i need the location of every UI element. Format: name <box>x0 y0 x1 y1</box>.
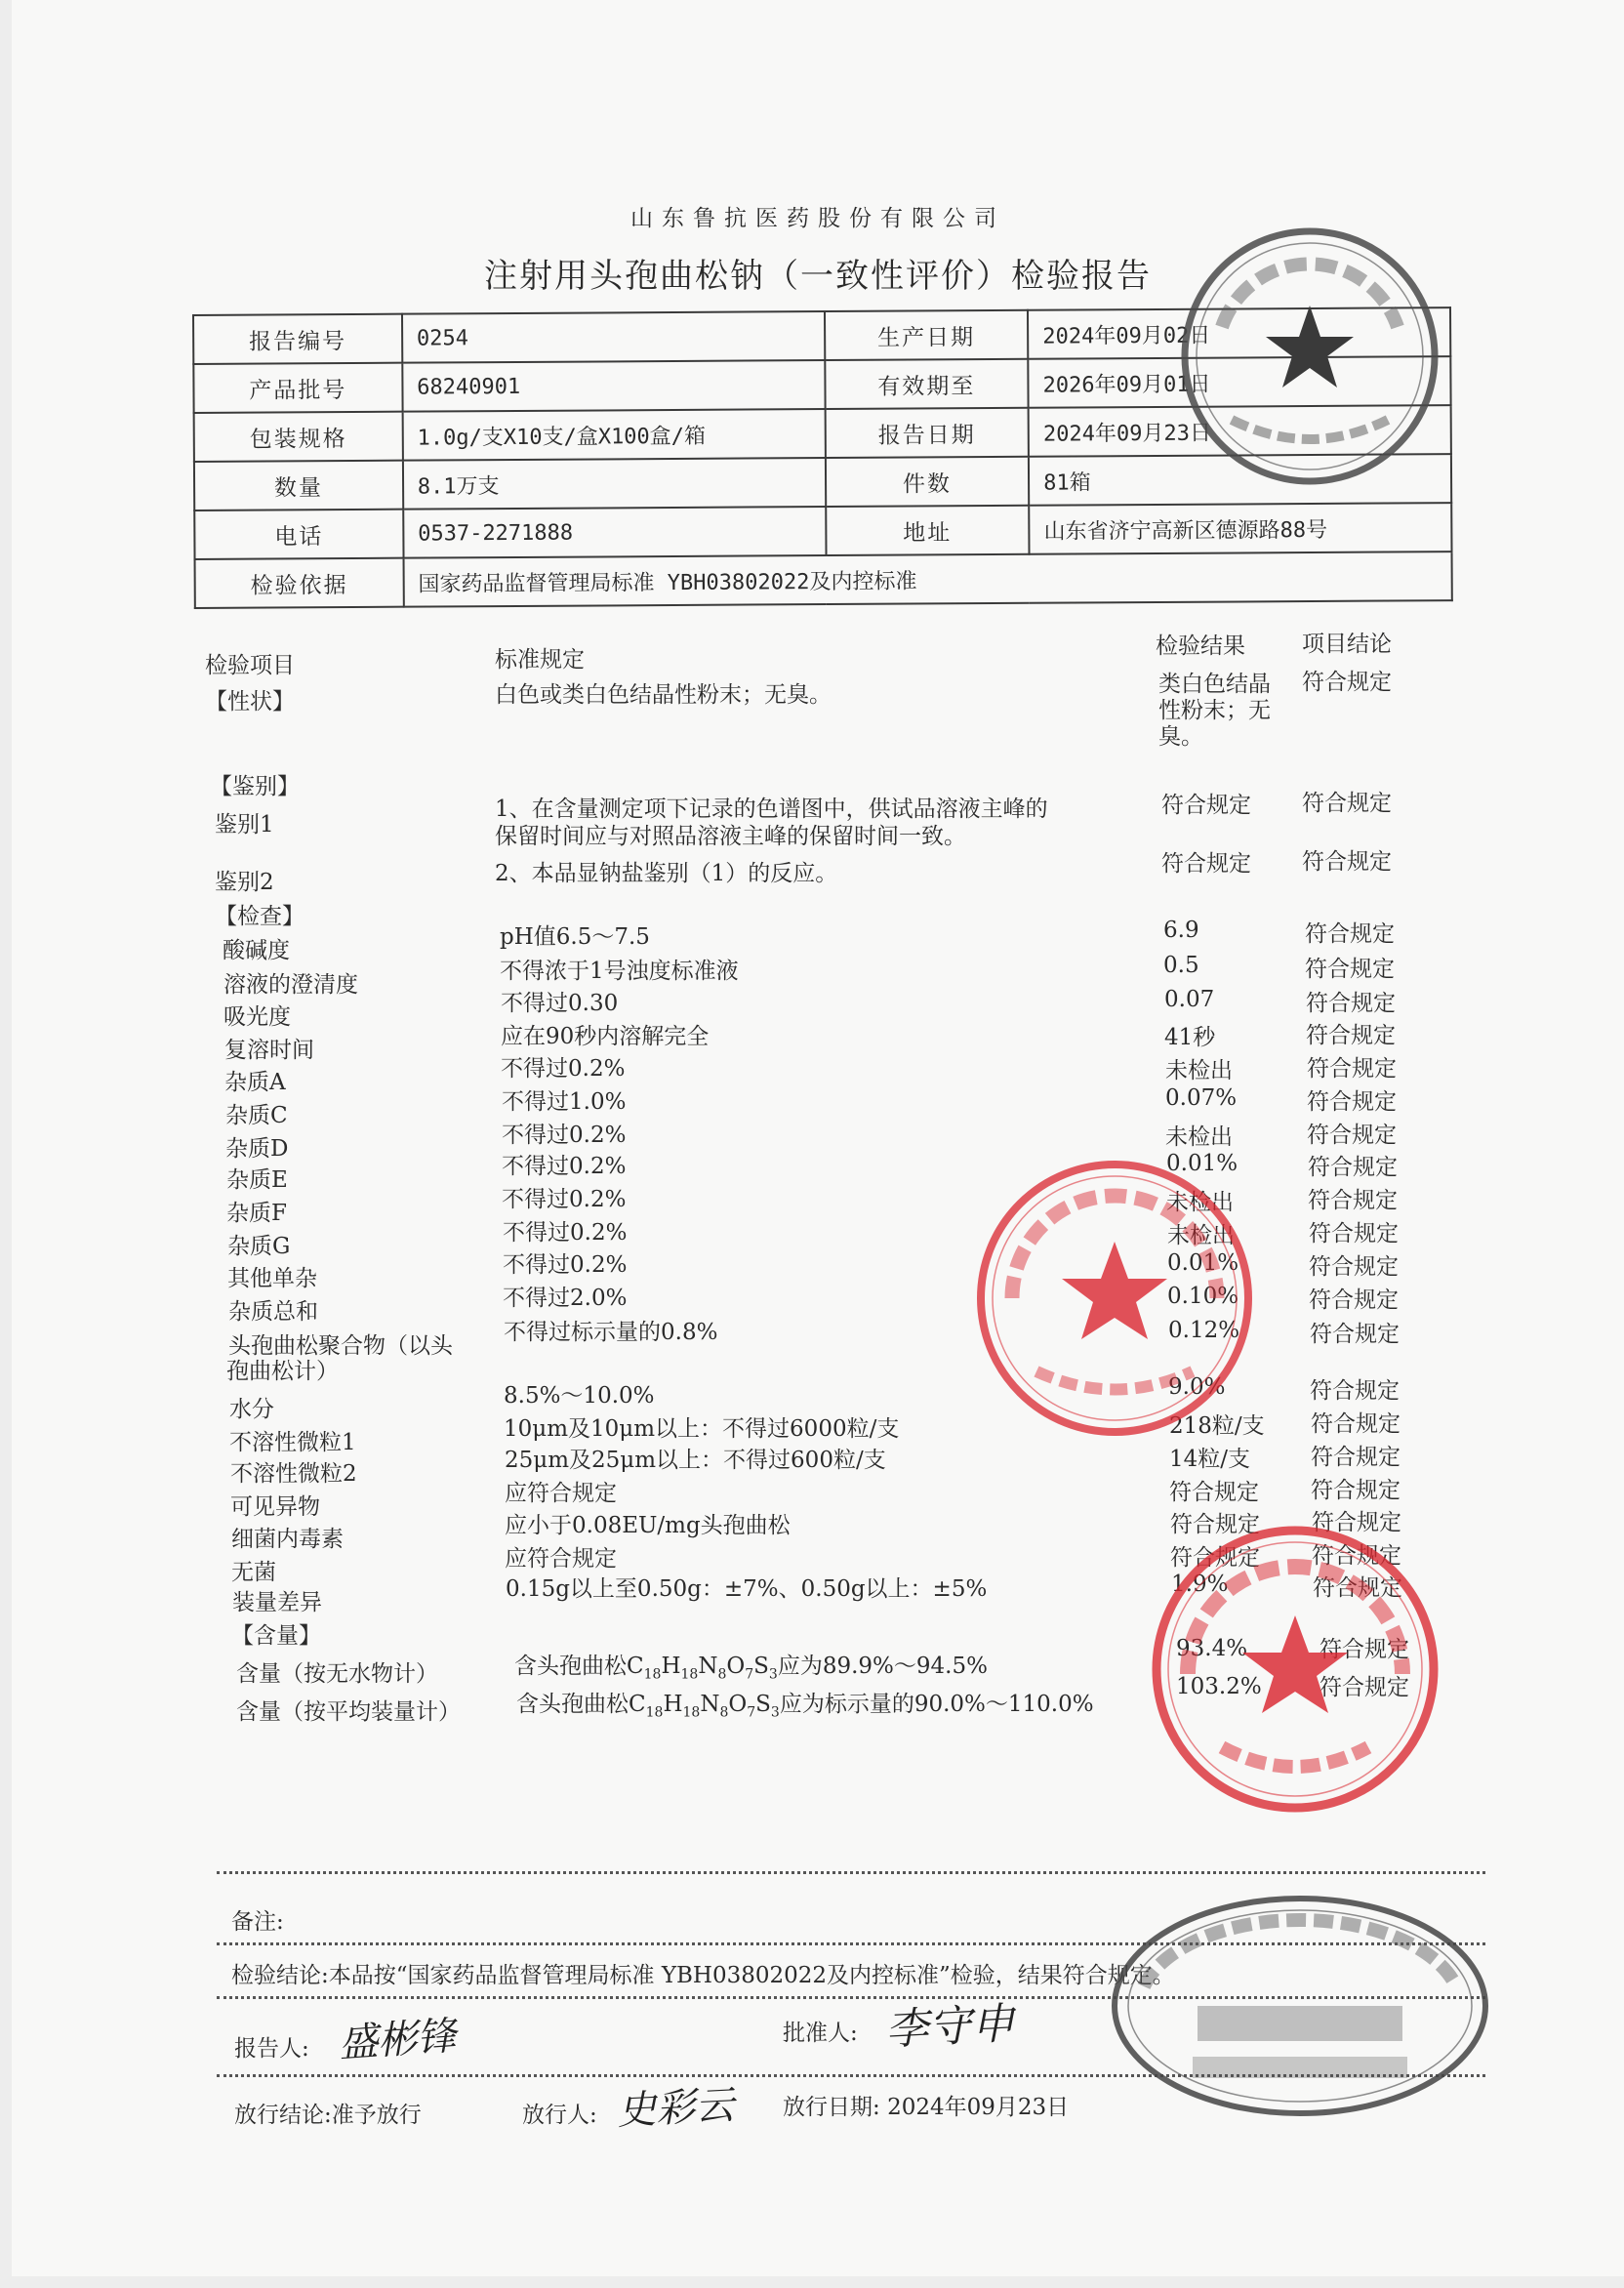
inspection-standard: 不得过1.0% <box>502 1089 627 1115</box>
inspection-conclusion: 符合规定 <box>1310 1378 1400 1404</box>
batch-label: 产品批号 <box>193 363 402 413</box>
ident-2-result: 符合规定 <box>1161 851 1251 877</box>
inspection-conclusion: 符合规定 <box>1305 957 1395 982</box>
inspection-standard: 不得过0.2% <box>502 1123 627 1148</box>
section-assay: 【含量】 <box>231 1623 321 1649</box>
properties-result-2: 性粉末；无 <box>1158 698 1271 723</box>
formula-element: H <box>661 1654 681 1679</box>
inspection-item: 吸光度 <box>223 1004 291 1030</box>
inspection-conclusion: 符合规定 <box>1307 1056 1397 1082</box>
formula-subscript: 3 <box>770 1704 780 1721</box>
inspection-standard: 应在90秒内溶解完全 <box>501 1024 710 1049</box>
section-identification: 【鉴别】 <box>210 774 300 799</box>
inspection-result: 符合规定 <box>1169 1480 1259 1505</box>
inspection-result: 未检出 <box>1166 1190 1234 1215</box>
inspection-standard: 不得过0.2% <box>501 1056 626 1082</box>
inspection-result: 0.10% <box>1167 1284 1239 1309</box>
ident-2-conclusion: 符合规定 <box>1302 849 1392 875</box>
assay-standard-prefix: 含头孢曲松C <box>514 1654 644 1679</box>
inspection-item: 细菌内毒素 <box>231 1527 344 1552</box>
ident-1-result: 符合规定 <box>1161 793 1251 818</box>
company-name: 山东鲁抗医药股份有限公司 <box>630 206 1005 231</box>
releaser-label: 放行人: <box>522 2103 597 2128</box>
release-line <box>234 2097 422 2129</box>
ident-1-standard-2: 保留时间应与对照品溶液主峰的保留时间一致。 <box>495 824 966 849</box>
inspection-item: 水分 <box>229 1397 274 1422</box>
inspection-item: 头孢曲松聚合物（以头 <box>228 1333 453 1359</box>
divider-1 <box>217 1871 1485 1874</box>
release-date-value: 2024年09月23日 <box>887 2095 1070 2120</box>
conclusion-line <box>231 1957 1175 1989</box>
conclusion-text: 本品按“国家药品监督管理局标准 YBH03802022及内控标准”检验，结果符合规定。 <box>328 1963 1175 1988</box>
conclusion-label: 检验结论: <box>231 1963 329 1988</box>
section-inspection: 【检查】 <box>215 904 304 929</box>
expiry-value: 2026年09月01日 <box>1028 356 1450 408</box>
inspection-standard: 不得过0.2% <box>503 1220 628 1246</box>
inspection-item: 杂质E <box>226 1167 288 1193</box>
mfg-date-value: 2024年09月02日 <box>1028 307 1450 359</box>
formula-subscript: 7 <box>747 1704 756 1721</box>
ident-1-standard-1: 1、在含量测定项下记录的色谱图中，供试品溶液主峰的 <box>495 797 1048 822</box>
document-page <box>12 0 1624 2276</box>
market-release-stamp <box>1105 1889 1495 2123</box>
inspection-result: 未检出 <box>1167 1223 1235 1248</box>
inspection-item-cont: 孢曲松计） <box>226 1359 339 1384</box>
formula-element: O <box>726 1654 746 1679</box>
formula-element: S <box>753 1654 769 1679</box>
formula-subscript: 8 <box>717 1666 727 1683</box>
reporter-label: 报告人: <box>234 2036 309 2062</box>
inspection-standard: 不得过0.2% <box>502 1154 627 1179</box>
inspection-conclusion: 符合规定 <box>1306 991 1396 1016</box>
inspection-standard: 8.5%～10.0% <box>504 1383 655 1409</box>
inspection-standard: 应符合规定 <box>505 1546 617 1572</box>
releaser-signature: 史彩云 <box>616 2082 736 2135</box>
properties-result-3: 臭。 <box>1158 724 1203 750</box>
inspection-item: 可见异物 <box>230 1494 320 1520</box>
formula-subscript: 18 <box>645 1704 664 1721</box>
assay-standard-prefix: 含头孢曲松C <box>516 1692 646 1717</box>
inspection-result: 0.12% <box>1168 1318 1240 1343</box>
inspection-standard: 不得过2.0% <box>503 1286 628 1311</box>
inspection-item: 酸碱度 <box>223 938 290 963</box>
inspection-result: 符合规定 <box>1170 1512 1260 1537</box>
col-result: 检验结果 <box>1156 633 1245 659</box>
inspection-item: 杂质G <box>227 1234 291 1259</box>
inspection-item: 无菌 <box>231 1560 276 1585</box>
inspection-item: 溶液的澄清度 <box>223 972 358 998</box>
inspection-item: 杂质C <box>225 1103 288 1128</box>
inspection-standard: 应小于0.08EU/mg头孢曲松 <box>505 1513 791 1538</box>
formula-subscript: 7 <box>745 1666 754 1683</box>
inspection-item: 装量差异 <box>232 1590 322 1615</box>
release-conclusion-label: 放行结论: <box>234 2103 332 2128</box>
address-value: 山东省济宁高新区德源路88号 <box>1029 503 1451 554</box>
report-no-value: 0254 <box>402 311 825 363</box>
inspection-conclusion: 符合规定 <box>1312 1510 1401 1535</box>
inspection-item: 不溶性微粒2 <box>230 1461 357 1487</box>
ident-2-standard: 2、本品显钠盐鉴别（1）的反应。 <box>495 861 838 886</box>
report-date-value: 2024年09月23日 <box>1029 405 1451 457</box>
pieces-value: 81箱 <box>1029 454 1451 506</box>
inspection-item: 杂质A <box>224 1070 286 1095</box>
inspection-standard: 不得过标示量的0.8% <box>504 1320 718 1345</box>
inspection-result: 0.01% <box>1167 1250 1239 1276</box>
inspection-result: 0.5 <box>1163 953 1199 978</box>
inspection-standard: 不得过0.2% <box>502 1187 627 1212</box>
formula-element: N <box>700 1692 720 1717</box>
formula-subscript: 18 <box>682 1704 701 1721</box>
inspection-standard: 不得过0.2% <box>503 1252 628 1278</box>
assay-result: 93.4% <box>1176 1636 1248 1661</box>
inspection-item: 杂质总和 <box>228 1299 318 1325</box>
formula-subscript: 18 <box>643 1666 662 1683</box>
inspection-conclusion: 符合规定 <box>1310 1322 1400 1347</box>
properties-result-1: 类白色结晶 <box>1158 672 1271 697</box>
assay-conclusion: 符合规定 <box>1320 1675 1409 1700</box>
approver-signature: 李守申 <box>883 1998 1016 2056</box>
inspection-item: 复溶时间 <box>224 1038 314 1063</box>
inspection-standard: 不得浓于1号浊度标准液 <box>500 959 739 984</box>
ident-2-item: 鉴别2 <box>215 870 274 895</box>
assay-standard <box>516 1686 1094 1721</box>
inspection-conclusion: 符合规定 <box>1311 1445 1401 1470</box>
red-inspection-stamp <box>968 1152 1261 1445</box>
inspection-standard: 不得过0.30 <box>501 991 619 1016</box>
inspection-standard: 10μm及10μm以上：不得过6000粒/支 <box>504 1416 900 1442</box>
section-properties: 【性状】 <box>205 689 295 715</box>
remark-label: 备注: <box>231 1909 284 1935</box>
inspection-item: 其他单杂 <box>227 1266 317 1291</box>
report-date-label: 报告日期 <box>825 408 1029 458</box>
phone-value: 0537-2271888 <box>403 507 826 558</box>
release-conclusion-value: 准予放行 <box>331 2103 422 2128</box>
inspection-conclusion: 符合规定 <box>1307 1089 1397 1115</box>
inspection-standard: 0.15g以上至0.50g：±7%、0.50g以上：±5% <box>506 1576 988 1602</box>
assay-item: 含量（按无水物计） <box>236 1661 438 1687</box>
col-standard: 标准规定 <box>495 647 585 673</box>
properties-conclusion: 符合规定 <box>1302 670 1392 695</box>
release-date-line <box>783 2089 1069 2121</box>
red-qa-seal-stamp <box>1144 1518 1446 1820</box>
basis-label: 检验依据 <box>195 558 404 608</box>
assay-standard-suffix: 应为89.9%～94.5% <box>777 1654 988 1679</box>
inspection-conclusion: 符合规定 <box>1311 1411 1401 1437</box>
col-item: 检验项目 <box>205 653 295 678</box>
inspection-item: 杂质F <box>226 1201 287 1226</box>
mfg-date-label: 生产日期 <box>825 310 1029 360</box>
col-conclusion: 项目结论 <box>1302 632 1392 657</box>
inspection-item: 不溶性微粒1 <box>229 1430 356 1455</box>
inspection-conclusion: 符合规定 <box>1313 1575 1402 1601</box>
qa-seal-top-stamp <box>1173 220 1446 493</box>
inspection-conclusion: 符合规定 <box>1305 921 1395 947</box>
assay-standard-suffix: 应为标示量的90.0%～110.0% <box>779 1692 1094 1717</box>
inspection-result: 符合规定 <box>1170 1545 1260 1571</box>
inspection-item: 杂质D <box>225 1136 289 1162</box>
ident-1-item: 鉴别1 <box>215 812 274 838</box>
formula-element: H <box>663 1692 683 1717</box>
inspection-result: 6.9 <box>1163 918 1199 943</box>
phone-label: 电话 <box>194 510 403 559</box>
qty-label: 数量 <box>194 461 403 511</box>
assay-conclusion: 符合规定 <box>1320 1637 1409 1662</box>
inspection-conclusion: 符合规定 <box>1309 1221 1399 1246</box>
spec-label: 包装规格 <box>194 412 403 462</box>
inspection-conclusion: 符合规定 <box>1309 1254 1399 1280</box>
assay-item: 含量（按平均装量计） <box>236 1699 461 1725</box>
reporter-signature: 盛彬锋 <box>337 2013 458 2067</box>
inspection-standard: 25μm及25μm以上：不得过600粒/支 <box>505 1448 886 1473</box>
inspection-conclusion: 符合规定 <box>1308 1155 1398 1180</box>
inspection-result: 41秒 <box>1164 1025 1216 1050</box>
assay-result: 103.2% <box>1176 1674 1262 1699</box>
inspection-conclusion: 符合规定 <box>1311 1478 1401 1503</box>
pieces-label: 件数 <box>826 457 1030 507</box>
assay-standard <box>514 1648 988 1683</box>
inspection-standard: pH值6.5～7.5 <box>500 924 650 950</box>
inspection-conclusion: 符合规定 <box>1306 1023 1396 1048</box>
inspection-result: 未检出 <box>1165 1058 1233 1083</box>
inspection-result: 0.07% <box>1165 1085 1238 1111</box>
formula-element: O <box>728 1692 748 1717</box>
properties-standard: 白色或类白色结晶性粉末；无臭。 <box>495 682 832 708</box>
inspection-result: 未检出 <box>1165 1124 1233 1150</box>
formula-element: S <box>755 1692 771 1717</box>
expiry-label: 有效期至 <box>825 359 1029 409</box>
release-date-label: 放行日期: <box>783 2095 880 2120</box>
inspection-conclusion: 符合规定 <box>1312 1543 1401 1569</box>
inspection-conclusion: 符合规定 <box>1309 1287 1399 1313</box>
qty-value: 8.1万支 <box>403 458 826 510</box>
formula-element: N <box>698 1654 718 1679</box>
approver-label: 批准人: <box>783 2021 858 2046</box>
formula-subscript: 8 <box>719 1704 729 1721</box>
ident-1-conclusion: 符合规定 <box>1302 791 1392 816</box>
formula-subscript: 3 <box>768 1666 778 1683</box>
report-no-label: 报告编号 <box>193 314 402 364</box>
address-label: 地址 <box>826 506 1030 555</box>
inspection-result: 218粒/支 <box>1169 1413 1265 1439</box>
inspection-result: 0.07 <box>1164 987 1215 1012</box>
spec-value: 1.0g/支X10支/盒X100盒/箱 <box>402 409 825 461</box>
inspection-result: 1.9% <box>1171 1572 1229 1597</box>
inspection-result: 9.0% <box>1168 1374 1226 1400</box>
inspection-result: 0.01% <box>1166 1151 1238 1176</box>
inspection-standard: 应符合规定 <box>505 1481 617 1506</box>
inspection-result: 14粒/支 <box>1169 1447 1251 1472</box>
batch-value: 68240901 <box>402 360 825 412</box>
inspection-conclusion: 符合规定 <box>1307 1123 1397 1148</box>
inspection-conclusion: 符合规定 <box>1308 1188 1398 1213</box>
report-title: 注射用头孢曲松钠（一致性评价）检验报告 <box>484 257 1152 296</box>
basis-value: 国家药品监督管理局标准 YBH03802022及内控标准 <box>403 552 1451 607</box>
formula-subscript: 18 <box>680 1666 699 1683</box>
